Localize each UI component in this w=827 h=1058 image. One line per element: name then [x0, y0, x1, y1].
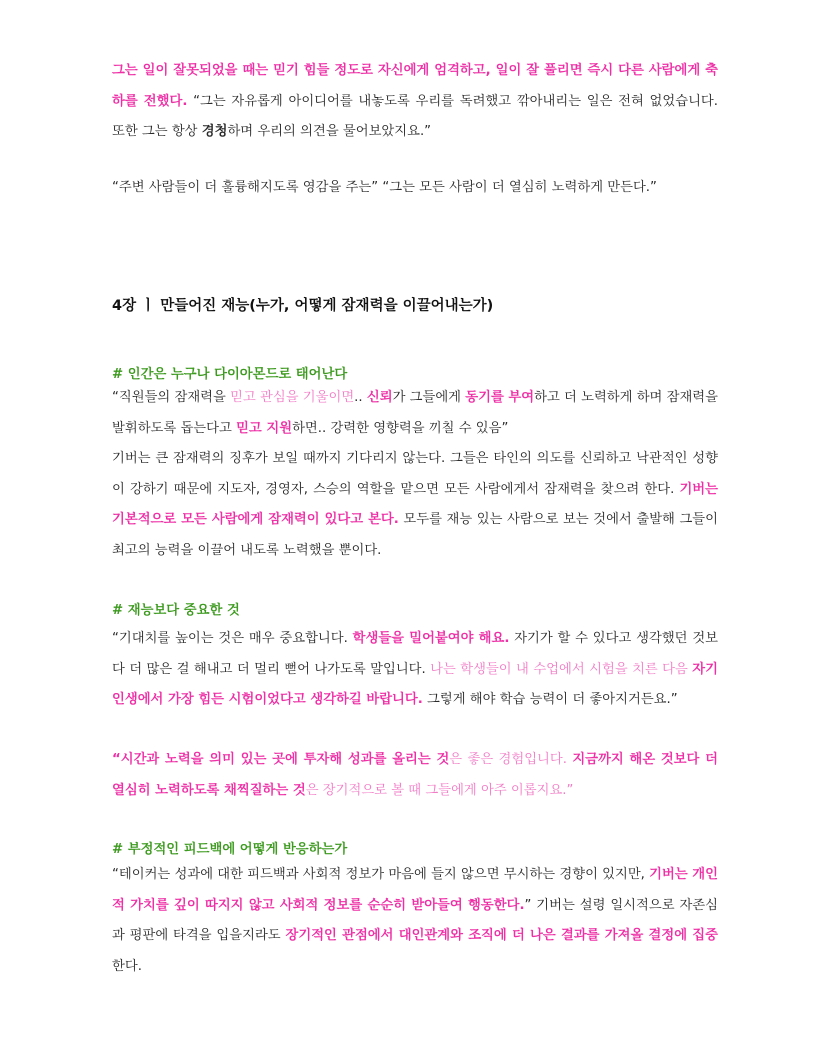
- text-segment: 자기가 할 수 있다고 생각했던 것보다 더 많은 걸 해내고 더 멀리 뻗어 나가도록 말입니다.: [112, 631, 719, 677]
- highlight-believe-care: 믿고 관심을 기울이면: [230, 390, 355, 405]
- text-segment: 기버는 큰 잠재력의 징후가 보일 때까지 기다리지 않는다. 그들은 타인의 의도를 신뢰하고 낙관적인 성향이 강하기 때문에 지도자, 경영자, 스승의 역할을 맡으면 모든 사람에게서 잠재력을 찾으려 한다.: [112, 451, 718, 497]
- text-segment: “직원들의 잠재력을: [112, 390, 231, 405]
- highlight-invest-effort: “시간과 노력을 의미 있는 곳에 투자해 성과를 올리는 것: [112, 752, 450, 767]
- text-segment: ” 기버는 설령 일시적으로 자존심과 평판에 타격을 입을지라도: [112, 897, 718, 943]
- text-segment: ..: [354, 390, 367, 405]
- paragraph-effort-quote: [112, 745, 718, 806]
- highlight-accept-info: 기버는 개인적 가치를 깊이 따지지 않고 사회적 정보를 순순히 받아들여 행동한다.: [112, 867, 718, 913]
- text-segment: 하면.. 강력한 영향력을 끼칠 수 있음”: [292, 420, 509, 436]
- highlight-push-students: 학생들을 밀어붙여야 해요.: [352, 631, 510, 646]
- highlight-long-term-decision: 장기적인 관점에서 대인관계와 조직에 더 나은 결과를 가져올 결정에 집중: [285, 928, 719, 943]
- text-segment: “그는 자유롭게 아이디어를 내놓도록 우리를 독려했고 깎아내리는 일은 전혀 없었습니다. 또한 그는 항상: [112, 93, 718, 139]
- text-segment: 하며 우리의 의견을 물어보았지요.”: [227, 124, 432, 139]
- paragraph-potential-quote: [112, 383, 718, 444]
- text-segment: 모두를 재능 있는 사람으로 보는 것에서 출발해 그들이 최고의 능력을 이끌어 내도록 노력했을 뿐이다.: [112, 512, 718, 558]
- highlight-good-experience: 은 좋은 경험입니다.: [449, 752, 573, 767]
- section-heading-beyond-talent: # 재능보다 중요한 것: [112, 603, 240, 618]
- highlight-motivate: 동기를 부여: [465, 390, 535, 405]
- highlight-support: 믿고 지원: [236, 420, 293, 436]
- text-segment: 가 그들에게: [392, 390, 466, 405]
- text-segment: 한다.: [112, 958, 142, 974]
- highlight-push-harder: 지금까지 해온 것보다 더 열심히 노력하도록 채찍질하는 것: [112, 752, 718, 798]
- highlight-everyone-potential: 기버는 기본적으로 모든 사람에게 잠재력이 있다고 본다.: [112, 481, 718, 527]
- highlight-trust: 신뢰: [366, 390, 393, 405]
- paragraph-inspiring-quote: [112, 173, 718, 204]
- paragraph-giver-potential: [112, 444, 718, 566]
- text-segment: 하고 더 노력하게 하며 잠재력을 발휘하도록 돕는다고: [112, 390, 718, 436]
- highlight-hardest-exam: 자기 인생에서 가장 힘든 시험이었다고 생각하길 바랍니다.: [112, 661, 718, 707]
- chapter-title: 4장 ㅣ 만들어진 재능(누가, 어떻게 잠재력을 이끌어내는가): [112, 298, 494, 314]
- paragraph-giver-attitude: [112, 56, 718, 148]
- highlight-strict-to-self: 그는 일이 잘못되었을 때는 믿기 힘들 정도로 자신에게 엄격하고, 일이 잘 풀리면 즉시 다른 사람에게 축하를 전했다.: [112, 63, 718, 109]
- paragraph-expectations-quote: [112, 624, 718, 716]
- section-heading-diamond: # 인간은 누구나 다이아몬드로 태어난다: [112, 367, 348, 382]
- section-heading-negative-feedback: # 부정적인 피드백에 어떻게 반응하는가: [112, 842, 348, 857]
- text-segment: 그렇게 해야 학습 능력이 더 좋아지거든요.”: [422, 692, 678, 707]
- text-segment: “테이커는 성과에 대한 피드백과 사회적 정보가 마음에 들지 않으면 무시하는 경향이 있지만,: [112, 867, 650, 882]
- paragraph-feedback: [112, 860, 718, 982]
- text-segment: “기대치를 높이는 것은 매우 중요합니다.: [112, 631, 353, 646]
- highlight-my-class: 나는 학생들이 내 수업에서 시험을 치른 다음: [430, 661, 693, 677]
- text-segment: “주변 사람들이 더 훌륭해지도록 영감을 주는” “그는 모든 사람이 더 열심히 노력하게 만든다.”: [112, 180, 657, 195]
- bold-listening: 경청: [201, 124, 228, 139]
- highlight-long-term-benefit: 은 장기적으로 볼 때 그들에게 아주 이롭지요.”: [305, 782, 574, 798]
